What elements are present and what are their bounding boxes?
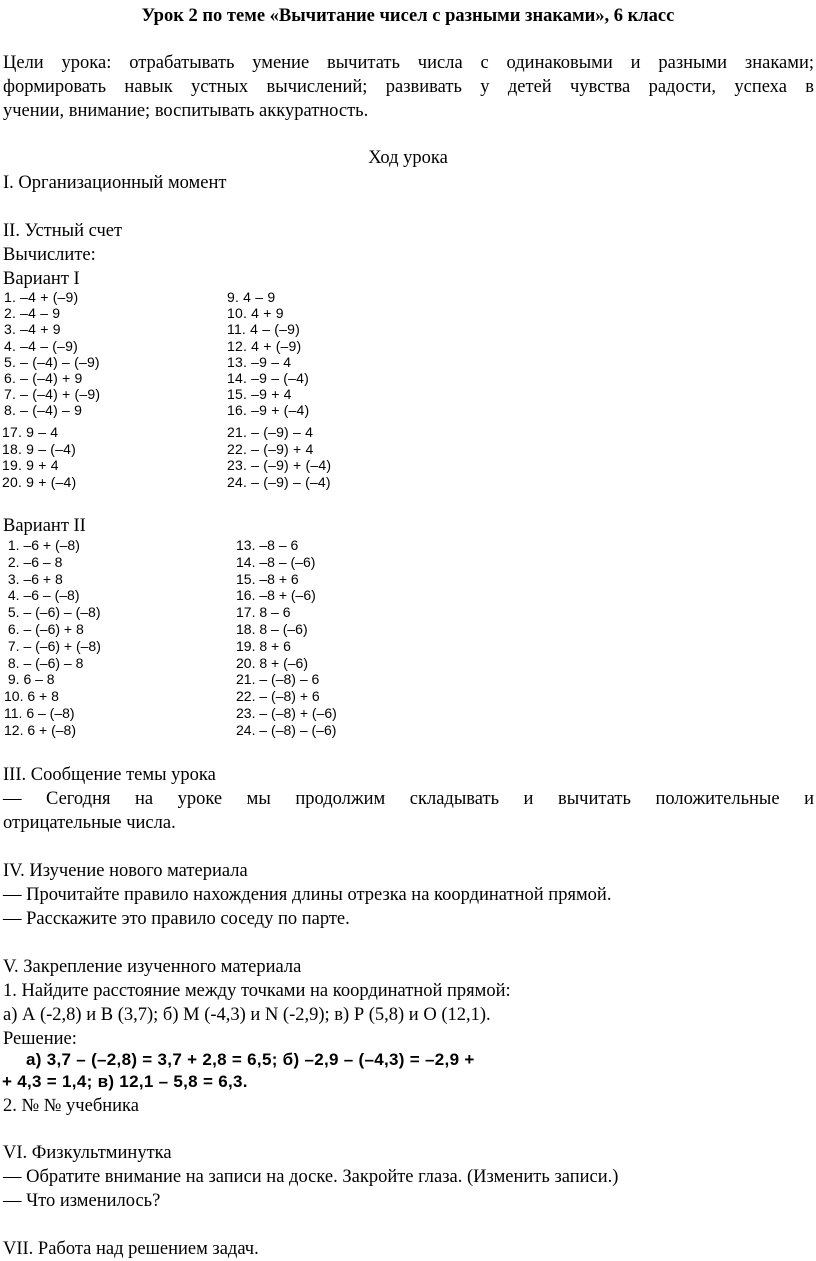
- exercise-item: 6. – (–4) + 9: [4, 370, 83, 386]
- exercise-item: 5. – (–4) – (–9): [4, 353, 100, 370]
- exercise-item: 4. –6 – (–8): [4, 587, 80, 604]
- exercise-item: 15. –8 + 6: [236, 570, 299, 587]
- lesson-goals-line-1: Цели урока: отрабатывать умение вычитать числа с одинаковыми и разными знаками;: [3, 53, 814, 73]
- exercise-item: 19. 8 + 6: [236, 637, 291, 654]
- exercise-item: 13. –8 – 6: [236, 537, 299, 553]
- exercise-item: 17. 9 – 4: [2, 424, 59, 440]
- variant-1-label: Вариант I: [3, 269, 80, 289]
- exercise-item: 17. 8 – 6: [236, 604, 291, 621]
- exercise-item: 11. 6 – (–8): [4, 705, 75, 721]
- section-5-heading: V. Закрепление изученного материала: [3, 957, 302, 977]
- section-5-task-1-points: а) А (-2,8) и В (3,7); б) М (-4,3) и N (-2,9); в) Р (5,8) и О (12,1).: [3, 1005, 491, 1025]
- section-6-line-1: — Обратите внимание на записи на доске. Закройте глаза. (Изменить записи.): [3, 1167, 619, 1187]
- exercise-item: 16. –9 + (–4): [227, 402, 310, 419]
- exercise-item: 8. – (–6) – 8: [4, 654, 84, 671]
- section-6-heading: VI. Физкультминутка: [3, 1143, 172, 1163]
- exercise-item: 6. – (–6) + 8: [4, 621, 84, 637]
- exercise-item: 19. 9 + 4: [2, 457, 59, 473]
- exercise-item: 2. –4 – 9: [4, 305, 61, 322]
- exercise-item: 22. – (–9) + 4: [227, 440, 314, 457]
- exercise-item: 20. 9 + (–4): [2, 473, 77, 490]
- exercise-item: 24. – (–8) – (–6): [236, 721, 337, 738]
- solution-line-2: + 4,3 = 1,4; в) 12,1 – 5,8 = 6,3.: [2, 1072, 248, 1091]
- exercise-item: 15. –9 + 4: [227, 386, 292, 403]
- exercise-item: 14. –8 – (–6): [236, 553, 316, 570]
- course-heading: Ход урока: [368, 148, 448, 168]
- section-3-heading: III. Сообщение темы урока: [3, 765, 216, 785]
- exercise-item: 1. –4 + (–9): [4, 289, 79, 305]
- section-5-task-2: 2. № № учебника: [3, 1096, 139, 1116]
- exercise-item: 14. –9 – (–4): [227, 370, 309, 386]
- page-title: Урок 2 по теме «Вычитание чисел с разными знаками», 6 класс: [141, 6, 675, 26]
- exercise-item: 12. 6 + (–8): [4, 721, 76, 738]
- exercise-item: 4. –4 – (–9): [4, 337, 78, 354]
- exercise-item: 22. – (–8) + 6: [236, 688, 320, 705]
- exercise-item: 10. 6 + 8: [4, 688, 59, 705]
- exercise-item: 9. 6 – 8: [4, 671, 55, 688]
- solution-label: Решение:: [3, 1029, 77, 1049]
- exercise-item: 1. –6 + (–8): [4, 537, 80, 553]
- exercise-item: 11. 4 – (–9): [227, 321, 300, 338]
- solution-line-1: а) 3,7 – (–2,8) = 3,7 + 2,8 = 6,5; б) –2,9 – (–4,3) = –2,9 +: [26, 1050, 475, 1069]
- exercise-item: 8. – (–4) – 9: [4, 402, 83, 419]
- section-4-line-1: — Прочитайте правило нахождения длины отрезка на координатной прямой.: [3, 885, 612, 905]
- exercise-item: 12. 4 + (–9): [227, 337, 302, 354]
- section-5-task-1: 1. Найдите расстояние между точками на координатной прямой:: [3, 981, 511, 1001]
- lesson-goals-line-3: учении, внимание; воспитывать аккуратность.: [3, 101, 369, 121]
- exercise-item: 10. 4 + 9: [227, 305, 284, 322]
- exercise-item: 7. – (–6) + (–8): [4, 637, 101, 654]
- section-2-instruction: Вычислите:: [3, 245, 96, 265]
- lesson-goals-line-2: формировать навык устных вычислений; развивать у детей чувства радости, успеха в: [3, 77, 814, 97]
- exercise-item: 23. – (–9) + (–4): [227, 457, 332, 473]
- exercise-item: 13. –9 – 4: [227, 353, 292, 370]
- section-3-line-1: — Сегодня на уроке мы продолжим складывать и вычитать положительные и: [3, 789, 814, 809]
- exercise-item: 9. 4 – 9: [227, 289, 276, 305]
- exercise-item: 24. – (–9) – (–4): [227, 473, 331, 490]
- exercise-item: 21. – (–9) – 4: [227, 424, 314, 440]
- exercise-item: 20. 8 + (–6): [236, 654, 308, 671]
- exercise-item: 21. – (–8) – 6: [236, 671, 320, 688]
- exercise-item: 23. – (–8) + (–6): [236, 705, 337, 721]
- exercise-item: 18. 8 – (–6): [236, 621, 308, 637]
- exercise-item: 7. – (–4) + (–9): [4, 386, 101, 403]
- section-1-heading: I. Организационный момент: [3, 173, 227, 193]
- exercise-item: 2. –6 – 8: [4, 553, 63, 570]
- section-6-line-2: — Что изменилось?: [3, 1191, 161, 1211]
- section-3-line-2: отрицательные числа.: [3, 813, 176, 833]
- variant-2-label: Вариант II: [3, 516, 86, 536]
- section-4-heading: IV. Изучение нового материала: [3, 861, 248, 881]
- exercise-item: 3. –6 + 8: [4, 570, 63, 587]
- section-7-heading: VII. Работа над решением задач.: [3, 1239, 259, 1259]
- section-4-line-2: — Расскажите это правило соседу по парте.: [3, 909, 350, 929]
- exercise-item: 16. –8 + (–6): [236, 587, 316, 604]
- exercise-item: 3. –4 + 9: [4, 321, 61, 338]
- section-2-heading: II. Устный счет: [3, 221, 123, 241]
- exercise-item: 5. – (–6) – (–8): [4, 604, 101, 621]
- exercise-item: 18. 9 – (–4): [2, 440, 76, 457]
